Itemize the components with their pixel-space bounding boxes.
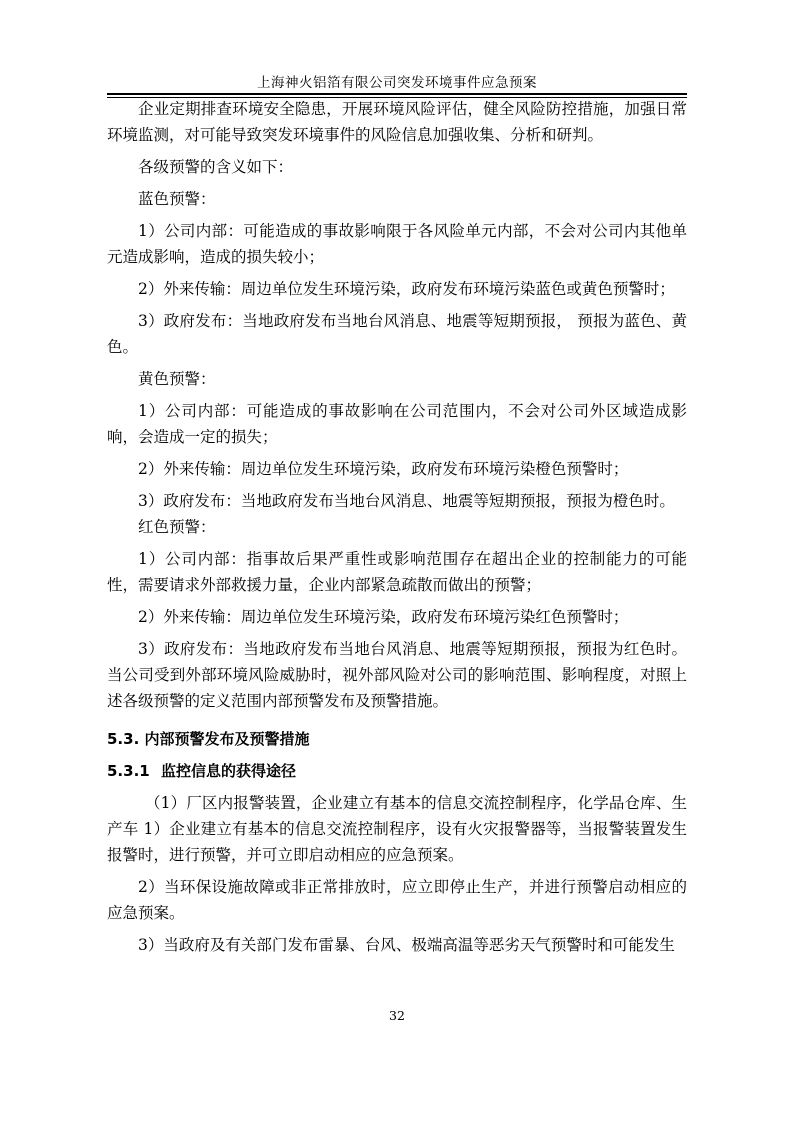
blue-warning-item-3: 3）政府发布：当地政府发布当地台风消息、地震等短期预报， 预报为蓝色、黄色。	[107, 312, 687, 356]
page-body	[107, 96, 687, 958]
paragraph: （1）厂区内报警装置，企业建立有基本的信息交流控制程序，化学品仓库、生产车 1）企业建立有基本的信息交流控制程序，设有火灾报警器等，当报警装置发生报警时，进行预警，并可立即启动相应的应急预案。	[107, 794, 687, 864]
section-heading	[107, 726, 687, 752]
paragraph: 3）当政府及有关部门发布雷暴、台风、极端高温等恶劣天气预警时和可能发生	[138, 936, 675, 954]
red-warning-title: 红色预警：	[138, 518, 216, 536]
yellow-warning-item-1: 1）公司内部：可能造成的事故影响在公司范围内，不会对公司外区域造成影响，会造成一定的损失；	[107, 402, 687, 446]
subsection-number: 5.3.1	[107, 762, 150, 780]
section-number: 5.3.	[107, 730, 140, 748]
subsection-heading	[107, 758, 687, 784]
yellow-warning-item-2: 2）外来传输：周边单位发生环境污染，政府发布环境污染橙色预警时；	[138, 460, 629, 478]
red-warning-item-1: 1）公司内部：指事故后果严重性或影响范围存在超出企业的控制能力的可能性，需要请求外部救援力量，企业内部紧急疏散而做出的预警；	[107, 550, 687, 594]
blue-warning-item-2: 2）外来传输：周边单位发生环境污染，政府发布环境污染蓝色或黄色预警时；	[138, 280, 675, 298]
subsection-title: 监控信息的获得途径	[161, 762, 297, 780]
yellow-warning-item-3: 3）政府发布：当地政府发布当地台风消息、地震等短期预报，预报为橙色时。	[138, 492, 675, 510]
section-title: 内部预警发布及预警措施	[144, 730, 310, 748]
paragraph: 各级预警的含义如下：	[138, 158, 294, 176]
header-rule-thick	[107, 93, 687, 95]
blue-warning-title: 蓝色预警：	[138, 190, 216, 208]
page-number: 32	[389, 1008, 405, 1023]
yellow-warning-title: 黄色预警：	[138, 370, 216, 388]
page-header: 上海神火铝箔有限公司突发环境事件应急预案	[257, 75, 537, 91]
red-warning-item-2: 2）外来传输：周边单位发生环境污染，政府发布环境污染红色预警时；	[138, 608, 629, 626]
blue-warning-item-1: 1）公司内部：可能造成的事故影响限于各风险单元内部，不会对公司内其他单元造成影响，造成的损失较小；	[107, 222, 687, 266]
paragraph: 2）当环保设施故障或非正常排放时，应立即停止生产，并进行预警启动相应的应急预案。	[107, 878, 687, 922]
red-warning-item-3: 3）政府发布：当地政府发布当地台风消息、地震等短期预报，预报为红色时。当公司受到外部环境风险威胁时，视外部风险对公司的影响范围、影响程度，对照上述各级预警的定义范围内部预警发布及预警措施。	[107, 640, 687, 710]
paragraph: 企业定期排查环境安全隐患，开展环境风险评估，健全风险防控措施，加强日常环境监测，对可能导致突发环境事件的风险信息加强收集、分析和研判。	[107, 100, 687, 144]
